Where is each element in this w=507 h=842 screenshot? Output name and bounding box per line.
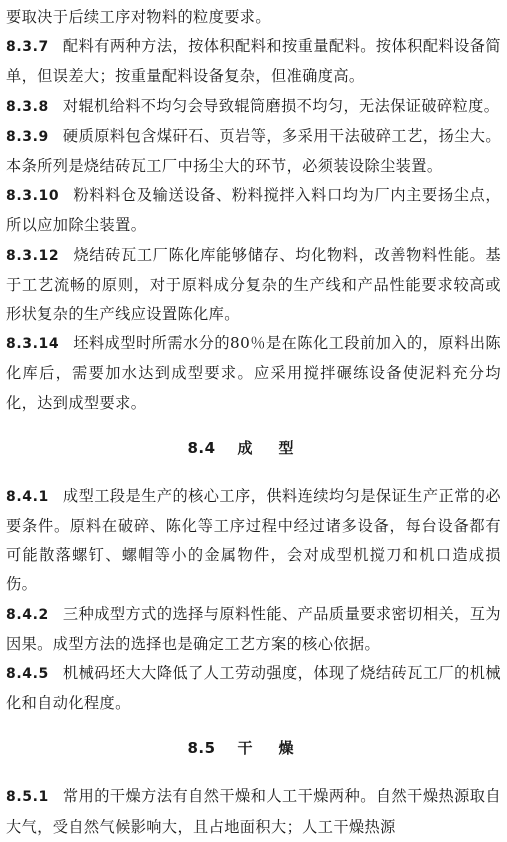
clause-8-3-8: [6, 92, 501, 122]
clause-text: 烧结砖瓦工厂陈化库能够储存、均化物料，改善物料性能。基于工艺流畅的原则，对于原料成分复杂的生产线和产品性能要求较高或形状复杂的生产线应设置陈化库。: [6, 245, 501, 324]
clause-text: 粉料料仓及输送设备、粉料搅拌入料口均为厂内主要扬尘点，所以应加除尘装置。: [6, 186, 501, 235]
clause-8-4-5: [6, 659, 501, 718]
section-heading-8-5: [6, 736, 501, 760]
clause-number: 8.4.2: [6, 606, 49, 623]
clause-number: 8.4.5: [6, 666, 49, 683]
clause-8-3-9: [6, 122, 501, 181]
clause-8-4-1: [6, 482, 501, 600]
clause-8-3-14: [6, 329, 501, 418]
clause-number: 8.3.7: [6, 39, 49, 56]
paragraph-group-8-4: [6, 482, 501, 719]
paragraph-group-8-5: [6, 782, 501, 841]
clause-number: 8.3.8: [6, 98, 49, 115]
clause-text: 对辊机给料不均匀会导致辊筒磨损不均匀，无法保证破碎粒度。: [62, 96, 500, 115]
clause-text: 硬质原料包含煤矸石、页岩等，多采用干法破碎工艺，扬尘大。本条所列是烧结砖瓦工厂中扬尘大的环节，必须装设除尘装置。: [6, 126, 501, 176]
paragraph-continued: [6, 3, 501, 32]
clause-text: 三种成型方式的选择与原料性能、产品质量要求密切相关，互为因果。成型方法的选择也是确定工艺方案的核心依据。: [6, 604, 501, 653]
clause-text: 常用的干燥方法有自然干燥和人工干燥两种。自然干燥热源取自大气，受自然气候影响大，且占地面积大；人工干燥热源: [6, 787, 501, 836]
section-title: 干燥: [237, 739, 320, 758]
section-title: 成型: [237, 438, 320, 457]
clause-text: 成型工段是生产的核心工序，供料连续均匀是保证生产正常的必要条件。原料在破碎、陈化等工序过程中经过诸多设备，每台设备都有可能散落螺钉、螺帽等小的金属物件，会对成型机搅刀和机口造成损伤。: [6, 486, 501, 594]
clause-number: 8.4.1: [6, 488, 49, 505]
clause-number: 8.3.10: [6, 188, 60, 205]
clause-8-3-12: [6, 241, 501, 330]
clause-8-5-1: [6, 782, 501, 841]
clause-number: 8.3.14: [6, 336, 60, 353]
section-number: 8.5: [187, 739, 216, 758]
clause-number: 8.5.1: [6, 789, 49, 806]
clause-8-4-2: [6, 600, 501, 659]
clause-8-3-7: [6, 32, 501, 91]
clause-number: 8.3.9: [6, 128, 49, 145]
paragraph-group-8-3: [6, 3, 501, 418]
clause-8-3-10: [6, 181, 501, 240]
clause-number: 8.3.12: [6, 247, 60, 264]
paragraph-text: 要取决于后续工序对物料的粒度要求。: [6, 8, 271, 26]
clause-text: 机械码坯大大降低了人工劳动强度，体现了烧结砖瓦工厂的机械化和自动化程度。: [6, 664, 501, 713]
clause-text: 坯料成型时所需水分的80％是在陈化工段前加入的，原料出陈化库后，需要加水达到成型要求。应采用搅拌碾练设备使泥料充分均化，达到成型要求。: [6, 334, 501, 412]
section-heading-8-4: [6, 436, 501, 460]
section-number: 8.4: [187, 438, 216, 457]
clause-text: 配料有两种方法，按体积配料和按重量配料。按体积配料设备简单，但误差大；按重量配料设备复杂，但准确度高。: [6, 37, 501, 86]
